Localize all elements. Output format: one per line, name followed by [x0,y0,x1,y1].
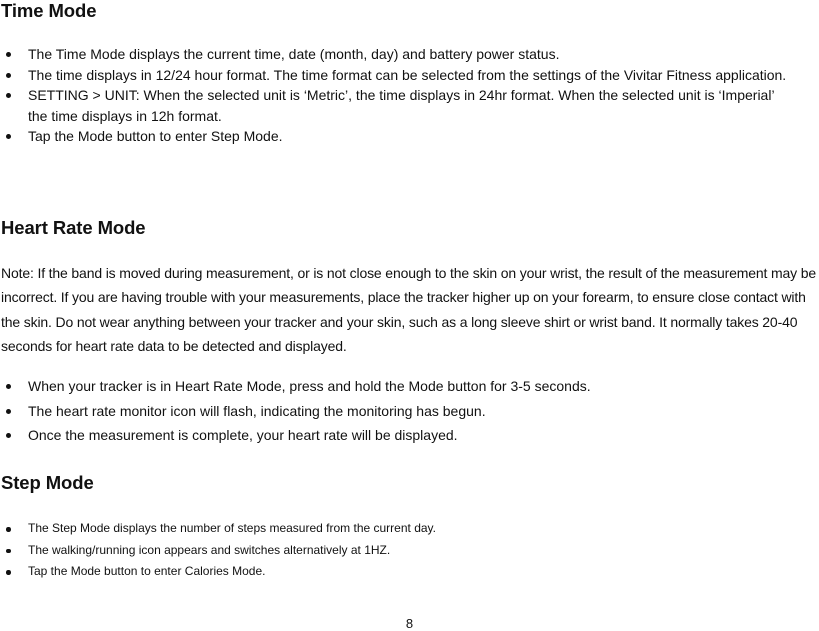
time-mode-list [0,44,800,147]
list-item: The heart rate monitor icon will flash, indicating the monitoring has begun. [0,401,800,422]
list-item: Once the measurement is complete, your heart rate will be displayed. [0,425,800,446]
list-item: The Time Mode displays the current time, date (month, day) and battery power status. [0,44,800,65]
time-mode-heading: Time Mode [1,0,97,21]
list-item: The time displays in 12/24 hour format. The time format can be selected from the settings of the Vivitar Fitness application. [0,65,800,86]
list-item: When your tracker is in Heart Rate Mode, press and hold the Mode button for 3-5 seconds. [0,376,800,397]
heart-rate-note: Note: If the band is moved during measurement, or is not close enough to the skin on your wrist, the result of the measurement may be incorrect. If you are having trouble with your measurements, place the tracker higher up on your forearm, to ensure close contact with the skin. Do not wear anything between your tracker and your skin, such as a long sleeve shirt or wrist band. It normally takes 20-40 seconds for heart rate data to be detected and displayed. [1,265,817,354]
list-item: The Step Mode displays the number of steps measured from the current day. [0,518,800,540]
page-number: 8 [405,616,414,631]
list-item: Tap the Mode button to enter Calories Mode. [0,561,800,583]
heart-rate-mode-list [0,376,800,446]
list-item: Tap the Mode button to enter Step Mode. [0,126,800,147]
list-item: SETTING > UNIT: When the selected unit is ‘Metric’, the time displays in 24hr format. When the selected unit is ‘Imperial’ the time displays in 12h format. [0,85,800,126]
heart-rate-mode-heading: Heart Rate Mode [1,217,146,238]
step-mode-heading: Step Mode [1,472,94,493]
step-mode-list [0,518,800,583]
list-item: The walking/running icon appears and switches alternatively at 1HZ. [0,540,800,562]
